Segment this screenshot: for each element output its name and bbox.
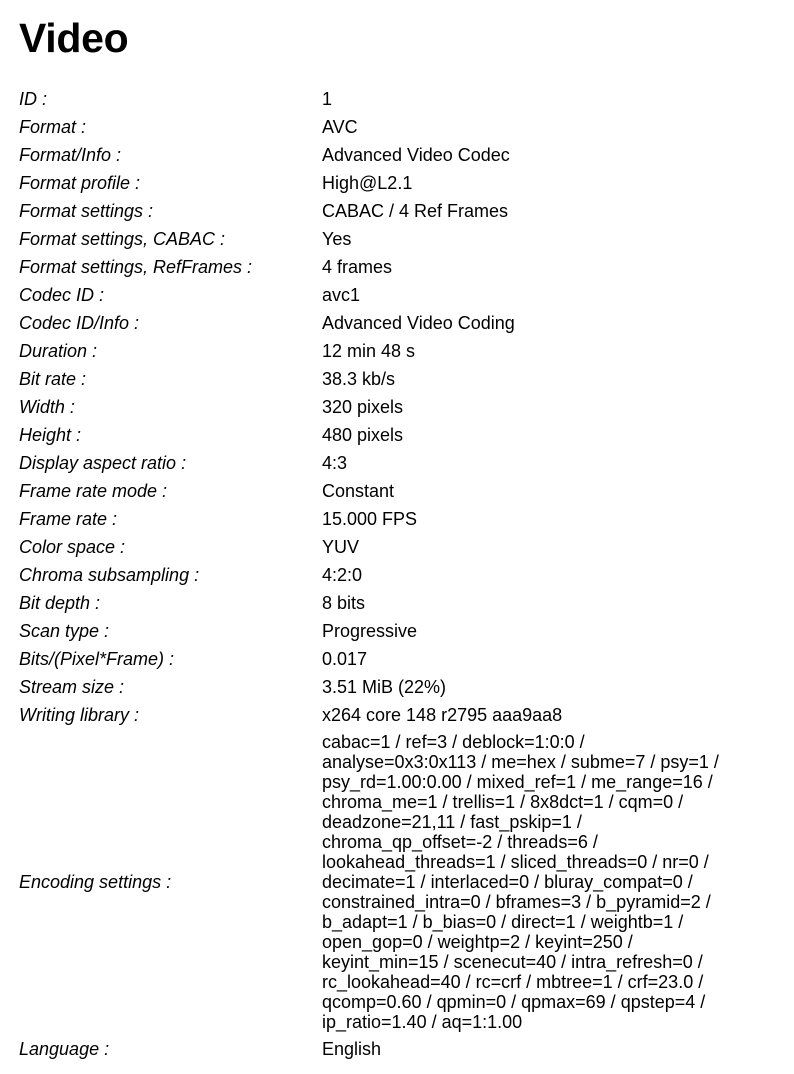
property-value: x264 core 148 r2795 aaa9aa8 bbox=[322, 705, 563, 725]
property-value: Yes bbox=[322, 229, 352, 249]
encoding-settings-value bbox=[322, 729, 762, 1035]
encoding-settings-line: chroma_qp_offset=-2 / threads=6 / bbox=[322, 832, 598, 852]
property-label: Width : bbox=[19, 397, 75, 417]
property-value: 320 pixels bbox=[322, 397, 404, 417]
property-row bbox=[19, 645, 762, 673]
encoding-settings-line: constrained_intra=0 / bframes=3 / b_pyramid=2 / bbox=[322, 892, 711, 912]
property-label: Bit rate : bbox=[19, 369, 87, 389]
property-value: Advanced Video Coding bbox=[322, 313, 515, 333]
property-value: CABAC / 4 Ref Frames bbox=[322, 201, 509, 221]
property-label: Writing library : bbox=[19, 705, 140, 725]
property-label: Bits/(Pixel*Frame) : bbox=[19, 649, 175, 669]
property-label: Format : bbox=[19, 117, 87, 137]
property-value: Constant bbox=[322, 481, 395, 501]
property-value: 0.017 bbox=[322, 649, 368, 669]
property-value: 12 min 48 s bbox=[322, 341, 416, 361]
property-row bbox=[19, 309, 762, 337]
property-value: Advanced Video Codec bbox=[322, 145, 510, 165]
property-label: Chroma subsampling : bbox=[19, 565, 200, 585]
property-row bbox=[19, 561, 762, 589]
property-row bbox=[19, 393, 762, 421]
property-row bbox=[19, 421, 762, 449]
encoding-settings-line: deadzone=21,11 / fast_pskip=1 / bbox=[322, 812, 582, 832]
encoding-settings-label: Encoding settings : bbox=[19, 872, 172, 892]
encoding-settings-line: lookahead_threads=1 / sliced_threads=0 / nr=0 / bbox=[322, 852, 709, 872]
property-row bbox=[19, 85, 762, 113]
property-row bbox=[19, 449, 762, 477]
language-label: Language : bbox=[19, 1039, 110, 1059]
property-value: 38.3 kb/s bbox=[322, 369, 396, 389]
property-label: Format/Info : bbox=[19, 145, 122, 165]
property-row bbox=[19, 113, 762, 141]
property-label: Frame rate mode : bbox=[19, 481, 168, 501]
language-row bbox=[19, 1035, 762, 1063]
video-properties-table bbox=[19, 85, 762, 1063]
property-value: Progressive bbox=[322, 621, 418, 641]
encoding-settings-line: rc_lookahead=40 / rc=crf / mbtree=1 / crf=23.0 / bbox=[322, 972, 704, 992]
property-label: Format settings, CABAC : bbox=[19, 229, 226, 249]
property-row bbox=[19, 281, 762, 309]
property-label: Bit depth : bbox=[19, 593, 101, 613]
property-row bbox=[19, 365, 762, 393]
property-label: Stream size : bbox=[19, 677, 125, 697]
encoding-settings-line: keyint_min=15 / scenecut=40 / intra_refresh=0 / bbox=[322, 952, 703, 972]
property-row bbox=[19, 533, 762, 561]
property-label: Format settings : bbox=[19, 201, 154, 221]
property-row bbox=[19, 337, 762, 365]
property-row bbox=[19, 505, 762, 533]
property-value: 1 bbox=[322, 89, 333, 109]
property-row bbox=[19, 673, 762, 701]
property-row bbox=[19, 225, 762, 253]
property-row bbox=[19, 197, 762, 225]
property-row bbox=[19, 617, 762, 645]
property-value: 3.51 MiB (22%) bbox=[322, 677, 447, 697]
property-label: Duration : bbox=[19, 341, 98, 361]
property-label: Display aspect ratio : bbox=[19, 453, 187, 473]
encoding-settings-line: psy_rd=1.00:0.00 / mixed_ref=1 / me_range=16 / bbox=[322, 772, 713, 792]
property-row bbox=[19, 477, 762, 505]
property-value: avc1 bbox=[322, 285, 361, 305]
property-label: Height : bbox=[19, 425, 82, 445]
property-value: AVC bbox=[322, 117, 358, 137]
encoding-settings-row bbox=[19, 729, 762, 1035]
property-label: Codec ID/Info : bbox=[19, 313, 140, 333]
encoding-settings-line: analyse=0x3:0x113 / me=hex / subme=7 / psy=1 / bbox=[322, 752, 719, 772]
property-label: Format settings, RefFrames : bbox=[19, 257, 253, 277]
properties-body bbox=[19, 85, 762, 1063]
section-title: Video bbox=[19, 15, 129, 61]
encoding-settings-line: ip_ratio=1.40 / aq=1:1.00 bbox=[322, 1012, 523, 1032]
property-label: Frame rate : bbox=[19, 509, 118, 529]
property-row bbox=[19, 169, 762, 197]
encoding-settings-line: cabac=1 / ref=3 / deblock=1:0:0 / bbox=[322, 732, 585, 752]
property-label: Scan type : bbox=[19, 621, 110, 641]
property-row bbox=[19, 253, 762, 281]
encoding-settings-line: decimate=1 / interlaced=0 / bluray_compat=0 / bbox=[322, 872, 693, 892]
property-row bbox=[19, 589, 762, 617]
property-value: 4 frames bbox=[322, 257, 393, 277]
property-label: ID : bbox=[19, 89, 48, 109]
encoding-settings-line: b_adapt=1 / b_bias=0 / direct=1 / weightb=1 / bbox=[322, 912, 684, 932]
property-value: 8 bits bbox=[322, 593, 366, 613]
property-label: Format profile : bbox=[19, 173, 141, 193]
property-value: 15.000 FPS bbox=[322, 509, 418, 529]
property-label: Color space : bbox=[19, 537, 126, 557]
property-row bbox=[19, 141, 762, 169]
encoding-settings-line: open_gop=0 / weightp=2 / keyint=250 / bbox=[322, 932, 633, 952]
property-value: 480 pixels bbox=[322, 425, 404, 445]
property-value: High@L2.1 bbox=[322, 173, 413, 193]
property-value: YUV bbox=[322, 537, 360, 557]
encoding-settings-line: qcomp=0.60 / qpmin=0 / qpmax=69 / qpstep=4 / bbox=[322, 992, 706, 1012]
language-value: English bbox=[322, 1039, 382, 1059]
property-value: 4:3 bbox=[322, 453, 348, 473]
property-value: 4:2:0 bbox=[322, 565, 363, 585]
property-row bbox=[19, 701, 762, 729]
property-label: Codec ID : bbox=[19, 285, 105, 305]
encoding-settings-line: chroma_me=1 / trellis=1 / 8x8dct=1 / cqm=0 / bbox=[322, 792, 684, 812]
